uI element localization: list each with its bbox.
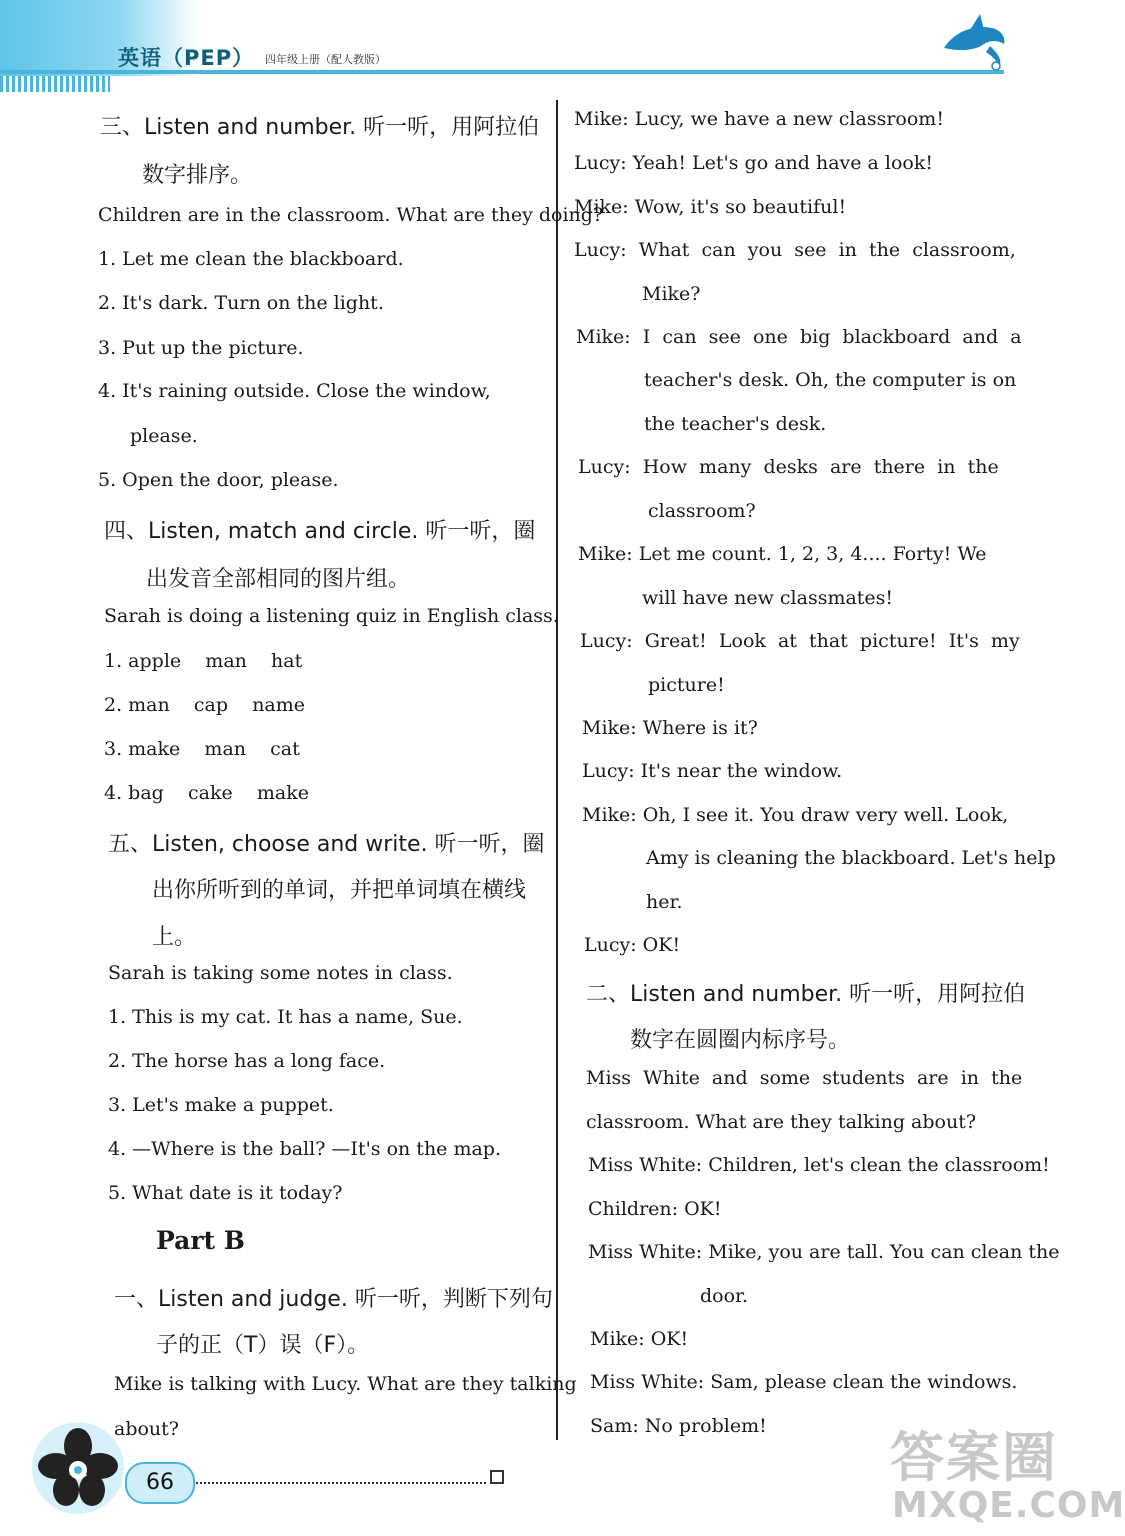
dialogue-line: Lucy: Great! Look at that picture! It's my [580, 630, 1020, 652]
dialogue-line: Miss White: Mike, you are tall. You can clean the [588, 1241, 1060, 1263]
section-2-intro: Miss White and some students are in the [586, 1067, 1023, 1089]
list-item: 2. The horse has a long face. [108, 1050, 386, 1072]
section-5-intro: Sarah is taking some notes in class. [108, 962, 453, 984]
dialogue-line: Lucy: Yeah! Let's go and have a look! [574, 152, 934, 174]
list-item: 1. Let me clean the blackboard. [98, 248, 404, 270]
list-item: 3. make man cat [104, 738, 300, 760]
dialogue-line: Children: OK! [588, 1198, 722, 1220]
header-title: 英语（PEP） [118, 46, 255, 70]
section-2-title-cont: 数字在圆圈内标序号。 [630, 1028, 851, 1053]
part-b-section-1-title-cont: 子的正（T）误（F）。 [156, 1333, 370, 1358]
section-4-title: 四、Listen, match and circle. 听一听，圈 [104, 519, 536, 544]
dialogue-line-cont: picture! [648, 674, 725, 696]
column-divider [556, 100, 558, 1440]
section-3-title: 三、Listen and number. 听一听，用阿拉伯 [100, 115, 540, 140]
list-item-cont: please. [130, 425, 198, 447]
dialogue-line-cont: teacher's desk. Oh, the computer is on [644, 369, 1017, 391]
section-5-title-cont: 出你所听到的单词，并把单词填在横线 [152, 878, 527, 903]
part-b-section-1-intro: Mike is talking with Lucy. What are they talking [114, 1373, 577, 1395]
dialogue-line-cont: Mike? [642, 283, 701, 305]
watermark-url: MXQE.COM [892, 1485, 1125, 1526]
watermark-text: 答案圈 [890, 1426, 1058, 1489]
flower-icon [28, 1418, 128, 1518]
list-item: 3. Put up the picture. [98, 337, 304, 359]
page-number: 66 [125, 1462, 195, 1504]
header-rule [0, 70, 1004, 74]
dotted-rule [196, 1470, 486, 1484]
dialogue-line: Sam: No problem! [590, 1415, 767, 1437]
dialogue-line: Mike: Let me count. 1, 2, 3, 4.... Forty! We [578, 543, 987, 565]
part-b-section-1-title: 一、Listen and judge. 听一听，判断下列句 [114, 1287, 553, 1312]
section-2-intro-cont: classroom. What are they talking about? [586, 1111, 977, 1133]
dialogue-line: Mike: Wow, it's so beautiful! [574, 196, 847, 218]
list-item: 5. What date is it today? [108, 1182, 343, 1204]
dialogue-line-cont: will have new classmates! [642, 587, 894, 609]
dialogue-line: Miss White: Children, let's clean the classroom! [588, 1154, 1050, 1176]
dialogue-line: Mike: Oh, I see it. You draw very well. Look, [582, 804, 1009, 826]
list-item: 1. This is my cat. It has a name, Sue. [108, 1006, 463, 1028]
watermark [890, 1415, 1125, 1526]
section-3-intro: Children are in the classroom. What are they doing? [98, 204, 604, 226]
section-4-title-cont: 出发音全部相同的图片组。 [146, 567, 411, 592]
end-square-icon [490, 1470, 504, 1484]
dialogue-line: Lucy: OK! [584, 934, 681, 956]
dialogue-line-cont: Amy is cleaning the blackboard. Let's help [646, 847, 1056, 869]
section-2-title: 二、Listen and number. 听一听，用阿拉伯 [586, 982, 1026, 1007]
list-item: 3. Let's make a puppet. [108, 1094, 334, 1116]
dialogue-line: Mike: Where is it? [582, 717, 758, 739]
section-5-title-cont: 上。 [152, 925, 197, 950]
section-5-title: 五、Listen, choose and write. 听一听，圈 [108, 832, 545, 857]
dialogue-line-cont: her. [646, 891, 683, 913]
dolphin-icon [940, 10, 1010, 70]
list-item: 2. It's dark. Turn on the light. [98, 292, 384, 314]
list-item: 1. apple man hat [104, 650, 303, 672]
list-item: 5. Open the door, please. [98, 469, 339, 491]
list-item: 4. bag cake make [104, 782, 309, 804]
section-4-intro: Sarah is doing a listening quiz in English class. [104, 605, 559, 627]
list-item: 4. —Where is the ball? —It's on the map. [108, 1138, 502, 1160]
dialogue-line: Mike: OK! [590, 1328, 689, 1350]
header-subtitle: 四年级上册（配人教版） [265, 53, 386, 66]
section-3-title-cont: 数字排序。 [142, 163, 253, 188]
part-b-section-1-intro-cont: about? [114, 1418, 179, 1440]
dialogue-line: Lucy: What can you see in the classroom, [574, 239, 1016, 261]
dialogue-line: Lucy: How many desks are there in the [578, 456, 999, 478]
list-item: 2. man cap name [104, 694, 306, 716]
dialogue-line-cont: door. [700, 1285, 749, 1307]
dialogue-line: Mike: Lucy, we have a new classroom! [574, 108, 944, 130]
dialogue-line-cont: the teacher's desk. [644, 413, 827, 435]
dialogue-line-cont: classroom? [648, 500, 756, 522]
dialogue-line: Lucy: It's near the window. [582, 760, 843, 782]
list-item: 4. It's raining outside. Close the window, [98, 380, 491, 402]
page-header [0, 0, 1065, 100]
dialogue-line: Miss White: Sam, please clean the windows. [590, 1371, 1018, 1393]
part-b-title: Part B [156, 1226, 245, 1255]
dialogue-line: Mike: I can see one big blackboard and a [576, 326, 1022, 348]
header-stripes [0, 76, 110, 92]
